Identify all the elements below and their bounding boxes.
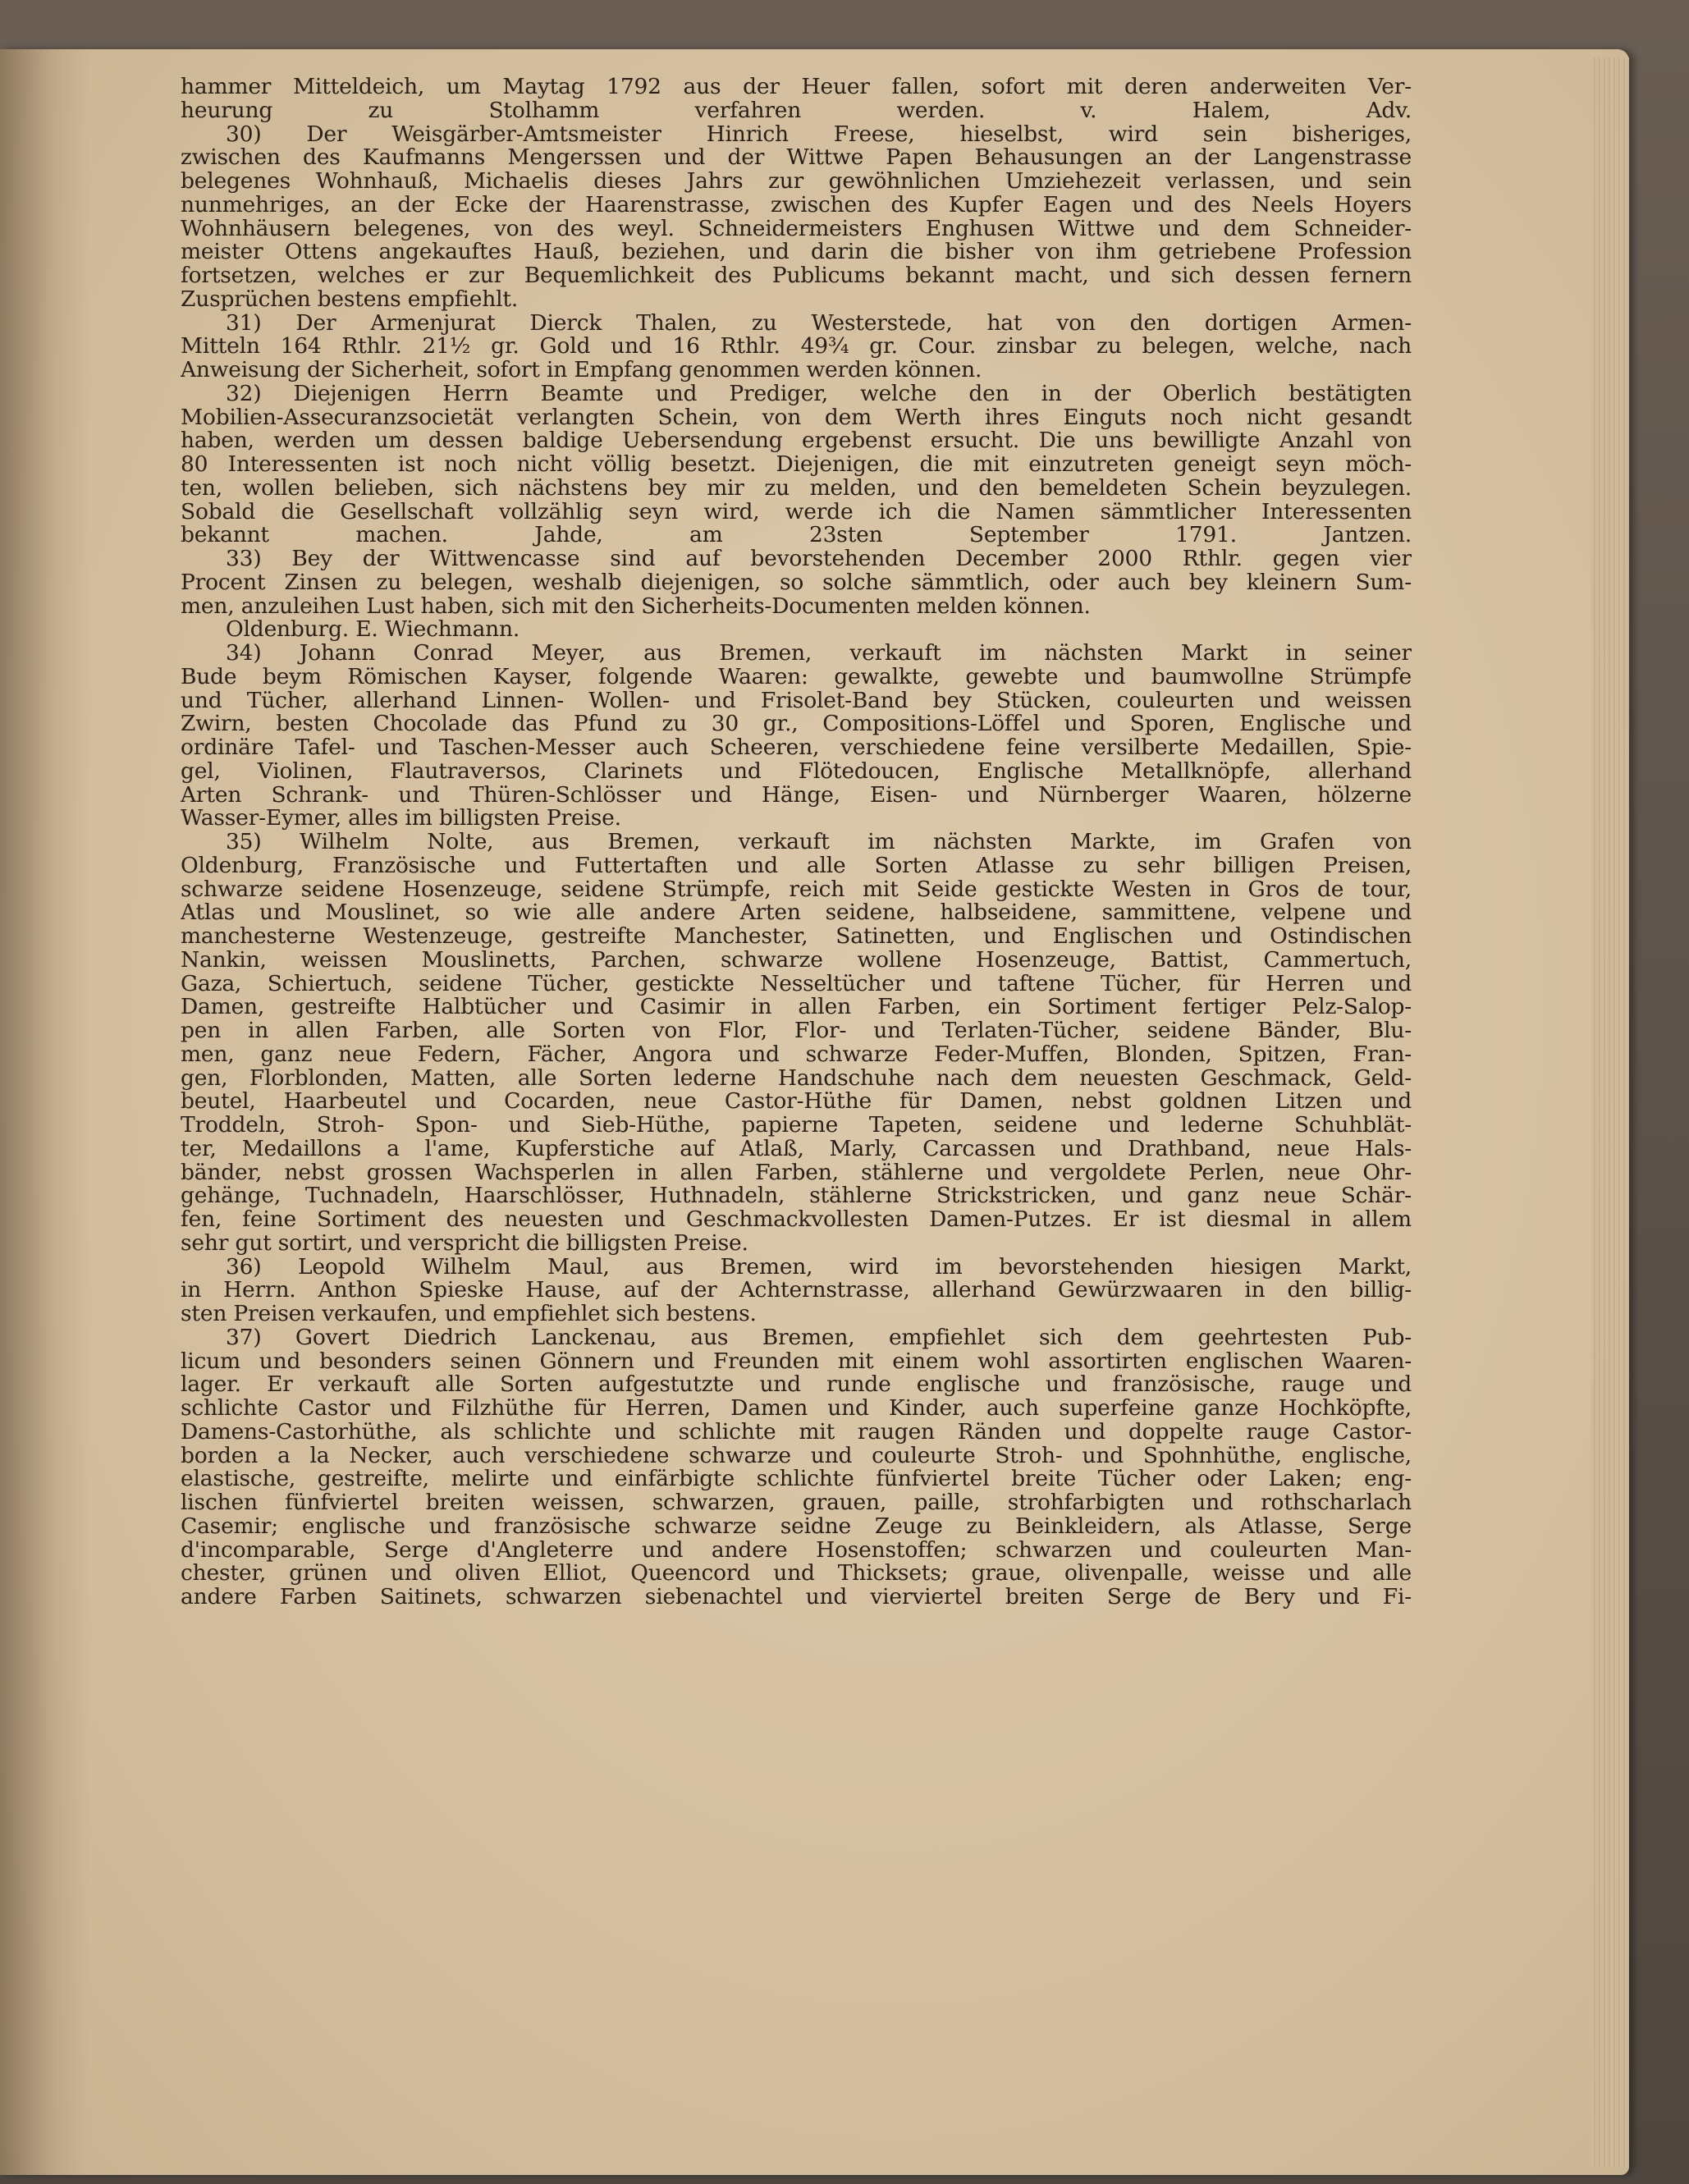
text-line: 37) Govert Diedrich Lanckenau, aus Bremen, empfiehlet sich dem geehrtesten Pub- — [226, 1326, 1412, 1350]
text-line: Zusprüchen bestens empfiehlt. — [181, 287, 519, 312]
text-line: manchesterne Westenzeuge, gestreifte Manchester, Satinetten, und Englischen und Ostindischen — [181, 925, 1412, 949]
text-line: Zwirn, besten Chocolade das Pfund zu 30 gr., Compositions-Löffel und Sporen, Englische und — [181, 712, 1412, 736]
text-line: Bude beym Römischen Kayser, folgende Waaren: gewalkte, gewebte und baumwollne Strümpfe — [181, 665, 1412, 689]
text-line: sehr gut sortirt, und verspricht die billigsten Preise. — [181, 1231, 748, 1256]
text-line: lager. Er verkauft alle Sorten aufgestutzte und runde englische und französische, rauge und — [181, 1373, 1412, 1397]
text-line: 30) Der Weisgärber-Amtsmeister Hinrich Freese, hieselbst, wird sein bisheriges, — [226, 122, 1412, 147]
text-line: lischen fünfviertel breiten weissen, schwarzen, grauen, paille, strohfarbigten und rothscharlach — [181, 1491, 1412, 1515]
text-line: andere Farben Saitinets, schwarzen siebenachtel und vierviertel breiten Serge de Bery und Fi- — [181, 1586, 1412, 1609]
text-line: fortsetzen, welches er zur Bequemlichkeit des Publicums bekannt macht, und sich dessen fernern — [181, 264, 1412, 288]
text-line: bekannt machen. Jahde, am 23sten September 1791. Jantzen. — [181, 524, 1412, 547]
text-line: Anweisung der Sicherheit, sofort in Empfang genommen werden können. — [181, 359, 982, 382]
text-line: elastische, gestreifte, melirte und einfärbigte schlichte fünfviertel breite Tücher oder Laken; eng- — [181, 1467, 1412, 1491]
text-line: Arten Schrank- und Thüren-Schlösser und Hänge, Eisen- und Nürnberger Waaren, hölzerne — [181, 783, 1412, 808]
text-line: zwischen des Kaufmanns Mengerssen und der Wittwe Papen Behausungen an der Langenstrasse — [181, 146, 1412, 170]
text-line: in Herrn. Anthon Spieske Hause, auf der Achternstrasse, allerhand Gewürzwaaren in den billig- — [181, 1279, 1412, 1303]
text-line: 34) Johann Conrad Meyer, aus Bremen, verkauft im nächsten Markt in seiner — [226, 642, 1412, 666]
text-line: 31) Der Armenjurat Dierck Thalen, zu Westerstede, hat von den dortigen Armen- — [226, 311, 1412, 336]
text-line: ordinäre Tafel- und Taschen-Messer auch Scheeren, verschiedene feine versilberte Medaillen, Spie- — [181, 736, 1412, 760]
text-line: Casemir; englische und französische schwarze seidne Zeuge zu Beinkleidern, als Atlasse, Serge — [181, 1514, 1412, 1539]
text-line: 80 Interessenten ist noch nicht völlig besetzt. Diejenigen, die mit einzutreten geneigt seyn möch- — [181, 453, 1412, 477]
text-line: gel, Violinen, Flautraversos, Clarinets und Flötedoucen, Englische Metallknöpfe, allerhand — [181, 759, 1412, 784]
text-line: nunmehriges, an der Ecke der Haarenstrasse, zwischen des Kupfer Eagen und des Neels Hoyers — [181, 193, 1412, 217]
page-text-block — [181, 76, 1412, 1609]
text-line: chester, grünen und oliven Elliot, Queencord und Thicksets; graue, olivenpalle, weisse und alle — [181, 1562, 1412, 1586]
text-line: Mitteln 164 Rthlr. 21½ gr. Gold und 16 Rthlr. 49¾ gr. Cour. zinsbar zu belegen, welche, nach — [181, 335, 1412, 359]
text-line: schlichte Castor und Filzhüthe für Herren, Damen und Kinder, auch superfeine ganze Hochköpfte, — [181, 1397, 1412, 1421]
text-line: ten, wollen belieben, sich nächstens bey mir zu melden, und den bemeldeten Schein beyzulegen. — [181, 476, 1412, 501]
text-line: sten Preisen verkaufen, und empfiehlet sich bestens. — [181, 1303, 757, 1326]
text-line: heurung zu Stolhamm verfahren werden. v. Halem, Adv. — [181, 98, 1412, 123]
text-line: licum und besonders seinen Gönnern und Freunden mit einem wohl assortirten englischen Waaren- — [181, 1349, 1412, 1374]
text-line: bänder, nebst grossen Wachsperlen in allen Farben, stählerne und vergoldete Perlen, neue Ohr- — [181, 1161, 1412, 1185]
text-line: 36) Leopold Wilhelm Maul, aus Bremen, wird im bevorstehenden hiesigen Markt, — [226, 1255, 1412, 1280]
text-line: Nankin, weissen Mouslinetts, Parchen, schwarze wollene Hosenzeuge, Battist, Cammertuch, — [181, 948, 1412, 973]
text-line: meister Ottens angekauftes Hauß, beziehen, und darin die bisher von ihm getriebene Profession — [181, 240, 1412, 264]
text-line: Oldenburg, Französische und Futtertaften und alle Sorten Atlasse zu sehr billigen Preisen, — [181, 854, 1412, 878]
text-line: ter, Medaillons a l'ame, Kupferstiche auf Atlaß, Marly, Carcassen und Drathband, neue Hals- — [181, 1137, 1412, 1161]
text-line: Wohnhäusern belegenes, von des weyl. Schneidermeisters Enghusen Wittwe und dem Schneider- — [181, 217, 1412, 241]
text-line: d'incomparable, Serge d'Angleterre und andere Hosenstoffen; schwarzen und couleurten Man- — [181, 1538, 1412, 1563]
text-line: belegenes Wohnhauß, Michaelis dieses Jahrs zur gewöhnlichen Umziehezeit verlassen, und sein — [181, 170, 1412, 194]
text-line: 33) Bey der Wittwencasse sind auf bevorstehenden December 2000 Rthlr. gegen vier — [226, 547, 1412, 571]
text-line: 35) Wilhelm Nolte, aus Bremen, verkauft im nächsten Markte, im Grafen von — [226, 831, 1412, 854]
text-line: borden a la Necker, auch verschiedene schwarze und couleurte Stroh- und Spohnhüthe, englische, — [181, 1444, 1412, 1468]
text-line: gen, Florblonden, Matten, alle Sorten lederne Handschuhe nach dem neuesten Geschmack, Geld- — [181, 1066, 1412, 1091]
text-line: Procent Zinsen zu belegen, weshalb diejenigen, so solche sämmtlich, oder auch bey kleinern Sum- — [181, 570, 1412, 595]
text-line: beutel, Haarbeutel und Cocarden, neue Castor-Hüthe für Damen, nebst goldnen Litzen und — [181, 1090, 1412, 1114]
text-line: 32) Diejenigen Herrn Beamte und Prediger, welche den in der Oberlich bestätigten — [226, 382, 1412, 406]
text-line: hammer Mitteldeich, um Maytag 1792 aus der Heuer fallen, sofort mit deren anderweiten Ver- — [181, 76, 1412, 99]
text-line: Gaza, Schiertuch, seidene Tücher, gestickte Nesseltücher und taftene Tücher, für Herren und — [181, 972, 1412, 996]
text-line: Troddeln, Stroh- Spon- und Sieb-Hüthe, papierne Tapeten, seidene und lederne Schuhblät- — [181, 1114, 1412, 1138]
text-line: Oldenburg. E. Wiechmann. — [226, 618, 520, 642]
page-edges — [1591, 57, 1629, 2167]
text-line: und Tücher, allerhand Linnen- Wollen- und Frisolet-Band bey Stücken, couleurten und weissen — [181, 689, 1412, 713]
text-line: schwarze seidene Hosenzeuge, seidene Strümpfe, reich mit Seide gestickte Westen in Gros de tour, — [181, 877, 1412, 902]
book-gutter-shadow — [0, 49, 90, 2175]
text-line: men, ganz neue Federn, Fächer, Angora und schwarze Feder-Muffen, Blonden, Spitzen, Fran- — [181, 1042, 1412, 1067]
text-line: pen in allen Farben, alle Sorten von Flor, Flor- und Terlaten-Tücher, seidene Bänder, Blu- — [181, 1019, 1412, 1043]
text-line: Damens-Castorhüthe, als schlichte und schlichte mit raugen Ränden und doppelte rauge Castor- — [181, 1420, 1412, 1445]
text-line: Sobald die Gesellschaft vollzählig seyn wird, werde ich die Namen sämmtlicher Interessenten — [181, 500, 1412, 524]
text-line: gehänge, Tuchnadeln, Haarschlösser, Huthnadeln, stählerne Strickstricken, und ganz neue Schär- — [181, 1184, 1412, 1208]
text-line: men, anzuleihen Lust haben, sich mit den Sicherheits-Documenten melden können. — [181, 594, 1091, 619]
text-line: haben, werden um dessen baldige Uebersendung ergebenst ersucht. Die uns bewilligte Anzahl von — [181, 429, 1412, 453]
text-line: Damen, gestreifte Halbtücher und Casimir in allen Farben, ein Sortiment fertiger Pelz-Salop- — [181, 996, 1412, 1019]
text-line: Atlas und Mouslinet, so wie alle andere Arten seidene, halbseidene, sammittene, velpene und — [181, 901, 1412, 925]
text-line: Wasser-Eymer, alles im billigsten Preise. — [181, 807, 621, 831]
text-line: fen, feine Sortiment des neuesten und Geschmackvollesten Damen-Putzes. Er ist diesmal in allem — [181, 1208, 1412, 1232]
text-line: Mobilien-Assecuranzsocietät verlangten Schein, von dem Werth ihres Einguts noch nicht gesandt — [181, 405, 1412, 430]
